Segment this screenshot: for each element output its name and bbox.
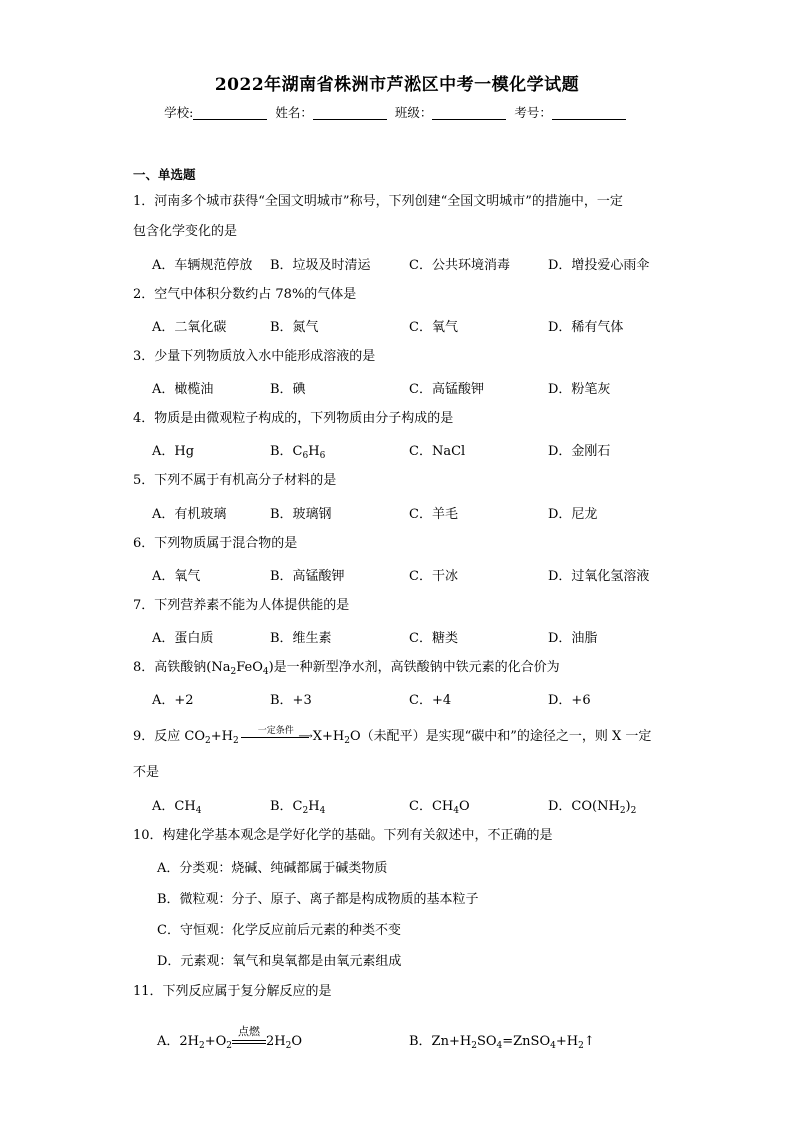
name-label: 姓名： <box>275 105 313 120</box>
option-b[interactable]: B．+3 <box>270 693 312 708</box>
reaction-condition: 一定条件 <box>257 725 294 736</box>
option-c[interactable]: C．糖类 <box>409 631 458 646</box>
question-8 <box>133 658 664 678</box>
option-c-tail: O <box>458 799 470 814</box>
question-9-line2: 不是 <box>133 765 160 780</box>
class-blank[interactable] <box>432 105 506 120</box>
q9-plus: +H <box>210 729 233 744</box>
option-c[interactable] <box>409 795 470 814</box>
question-3: 3．少量下列物质放入水中能形成溶液的是 <box>133 349 376 364</box>
option-a[interactable] <box>152 795 201 814</box>
option-c[interactable]: C．高锰酸钾 <box>409 382 484 397</box>
option-b-part: =ZnSO <box>502 1034 551 1049</box>
question-1-line1: 1．河南多个城市获得“全国文明城市”称号，下列创建“全国文明城市”的措施中，一定 <box>133 194 623 209</box>
option-c[interactable]: C．氧气 <box>409 320 458 335</box>
question-5-options <box>152 503 672 523</box>
option-a[interactable] <box>157 1024 303 1051</box>
equals-line <box>232 1040 266 1041</box>
subscript: 4 <box>195 806 202 816</box>
reaction-arrow-icon <box>239 725 313 744</box>
question-6: 6．下列物质属于混合物的是 <box>133 536 298 551</box>
option-a[interactable]: A．+2 <box>152 693 194 708</box>
option-b[interactable]: B．维生素 <box>270 631 332 646</box>
question-9-options <box>152 795 672 815</box>
question-8-options <box>152 689 672 709</box>
gas-arrow-icon: ↑ <box>583 1034 595 1049</box>
reaction-condition: 点燃 <box>238 1024 261 1038</box>
equals-line <box>232 1043 266 1044</box>
q9-post-a: X+H <box>312 729 345 744</box>
option-a[interactable]: A．有机玻璃 <box>152 507 227 522</box>
subscript: 2 <box>199 1041 205 1051</box>
page-title: 2022年湖南省株洲市芦淞区中考一模化学试题 <box>214 75 580 95</box>
option-b-element: H <box>308 799 320 814</box>
option-b[interactable]: B．高锰酸钾 <box>270 569 345 584</box>
option-b-part: SO <box>476 1034 497 1049</box>
option-b[interactable]: B．玻璃钢 <box>270 507 332 522</box>
option-b[interactable] <box>270 440 325 459</box>
subscript: 4 <box>453 806 459 816</box>
subscript: 4 <box>262 667 269 677</box>
option-b-text: B．C <box>270 799 303 814</box>
option-b[interactable]: B．碘 <box>270 382 306 397</box>
subscript: 4 <box>550 1041 556 1051</box>
option-a-plus: +O <box>204 1034 227 1049</box>
option-c[interactable]: C．羊毛 <box>409 507 458 522</box>
option-d[interactable]: D．过氧化氢溶液 <box>548 569 650 584</box>
subscript: 2 <box>232 736 239 746</box>
option-a-text: A．CH <box>152 799 196 814</box>
option-b[interactable]: B．垃圾及时清运 <box>270 258 371 273</box>
subscript: 2 <box>630 806 637 816</box>
question-10: 10．构建化学基本观念是学好化学的基础。下列有关叙述中，不正确的是 <box>133 828 553 843</box>
option-d[interactable]: D．金刚石 <box>548 444 611 459</box>
question-2-options <box>152 316 672 336</box>
subscript: 2 <box>471 1041 477 1051</box>
school-label: 学校: <box>164 105 194 120</box>
class-label: 班级： <box>394 105 433 120</box>
option-d-text: D．CO(NH <box>548 799 620 814</box>
school-blank[interactable] <box>193 105 267 120</box>
section-title: 一、单选题 <box>133 167 196 182</box>
option-a[interactable]: A．氧气 <box>152 569 201 584</box>
subscript: 4 <box>319 806 326 816</box>
option-b[interactable] <box>409 1030 595 1049</box>
subscript: 2 <box>302 806 309 816</box>
option-a[interactable]: A．橄榄油 <box>152 382 214 397</box>
option-b[interactable] <box>270 795 325 814</box>
option-a[interactable]: A．蛋白质 <box>152 631 214 646</box>
option-b[interactable]: B．氮气 <box>270 320 319 335</box>
subscript: 2 <box>578 1041 584 1051</box>
question-7: 7．下列营养素不能为人体提供能的是 <box>133 598 350 613</box>
option-a-tail: O <box>291 1034 303 1049</box>
option-a-text: A．2H <box>157 1034 199 1049</box>
option-d[interactable]: D．增投爱心雨伞 <box>548 258 650 273</box>
option-d[interactable]: D．元素观：氧气和臭氧都是由氧元素组成 <box>157 954 402 969</box>
question-7-options <box>152 627 672 647</box>
subscript: 2 <box>344 736 350 746</box>
option-a[interactable]: A．车辆规范停放 <box>152 258 253 273</box>
subscript: 2 <box>226 1041 233 1051</box>
q8-text-a: 8．高铁酸钠(Na <box>133 660 231 675</box>
option-b-text: B．C <box>270 444 303 459</box>
option-c-text: C．CH <box>409 799 454 814</box>
q8-text-b: FeO <box>236 660 263 675</box>
subscript: 2 <box>285 1041 292 1051</box>
option-d[interactable]: D．油脂 <box>548 631 598 646</box>
option-c[interactable]: C．干冰 <box>409 569 458 584</box>
option-d[interactable]: D．稀有气体 <box>548 320 624 335</box>
question-11: 11．下列反应属于复分解反应的是 <box>133 984 332 999</box>
subscript: 2 <box>619 806 626 816</box>
subscript: 6 <box>319 451 326 461</box>
option-b[interactable]: B．微粒观：分子、原子、离子都是构成物质的基本粒子 <box>157 892 479 907</box>
subscript: 6 <box>302 451 309 461</box>
subscript: 4 <box>496 1041 503 1051</box>
option-a[interactable]: A．Hg <box>152 444 195 459</box>
option-d[interactable]: D．尼龙 <box>548 507 598 522</box>
option-a[interactable]: A．二氧化碳 <box>152 320 227 335</box>
subscript: 2 <box>230 667 237 677</box>
option-b-element: H <box>308 444 320 459</box>
option-b-part: +H <box>555 1034 579 1049</box>
question-2: 2．空气中体积分数约占 78%的气体是 <box>133 287 357 302</box>
name-blank[interactable] <box>313 105 387 120</box>
option-d[interactable]: D．+6 <box>548 693 591 708</box>
question-4: 4．物质是由微观粒子构成的，下列物质由分子构成的是 <box>133 411 454 426</box>
option-c[interactable]: C．公共环境消毒 <box>409 258 510 273</box>
question-4-options <box>152 440 672 460</box>
q9-post-b: O（未配平）是实现“碳中和”的途径之一，则 X 一定 <box>349 729 652 744</box>
q9-pre: 9．反应 CO <box>133 729 206 744</box>
option-d[interactable] <box>548 795 636 814</box>
option-a[interactable]: A．分类观：烧碱、纯碱都属于碱类物质 <box>157 861 388 876</box>
student-info-line <box>0 103 794 121</box>
option-b-text: B．Zn+H <box>409 1034 472 1049</box>
question-5: 5．下列不属于有机高分子材料的是 <box>133 473 337 488</box>
question-1-line2: 包含化学变化的是 <box>133 224 238 239</box>
option-d[interactable]: D．粉笔灰 <box>548 382 611 397</box>
question-6-options <box>152 565 672 585</box>
option-d-paren: ) <box>625 799 631 814</box>
question-1-options <box>152 254 672 274</box>
reaction-equals-icon <box>232 1024 266 1049</box>
question-3-options <box>152 378 672 398</box>
option-a-product: 2H <box>266 1034 286 1049</box>
exam-number-blank[interactable] <box>552 105 626 120</box>
subscript: 2 <box>205 736 211 746</box>
option-c[interactable]: C．NaCl <box>409 444 466 459</box>
arrow-head: ⟶ <box>298 730 313 742</box>
exam-number-label: 考号： <box>514 105 552 120</box>
q8-text-c: )是一种新型净水剂，高铁酸钠中铁元素的化合价为 <box>268 660 560 675</box>
option-c[interactable]: C．+4 <box>409 693 452 708</box>
option-c[interactable]: C．守恒观：化学反应前后元素的种类不变 <box>157 923 401 938</box>
question-9-line1 <box>133 727 664 747</box>
